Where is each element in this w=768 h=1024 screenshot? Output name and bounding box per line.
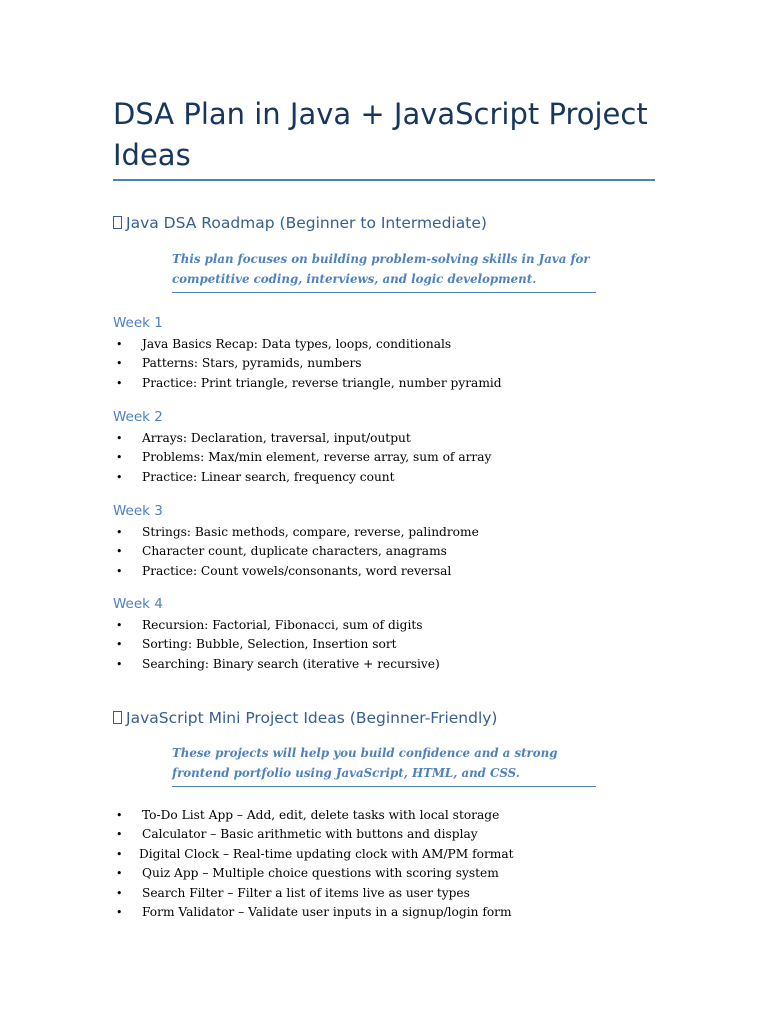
list-item-text: Recursion: Factorial, Fibonacci, sum of digits bbox=[142, 618, 423, 632]
week-4-heading: Week 4 bbox=[113, 596, 163, 612]
js-intro-divider bbox=[172, 786, 596, 787]
bullet-icon: • bbox=[116, 847, 123, 861]
week-2-heading: Week 2 bbox=[113, 409, 163, 425]
bullet-icon: • bbox=[116, 809, 123, 822]
title-divider bbox=[113, 179, 655, 181]
bullet-icon: • bbox=[116, 357, 123, 371]
java-intro-divider bbox=[172, 292, 596, 293]
js-projects-heading-text: JavaScript Mini Project Ideas (Beginner-Friendly) bbox=[126, 709, 498, 727]
bullet-icon: • bbox=[116, 526, 123, 539]
list-item-text: Patterns: Stars, pyramids, numbers bbox=[142, 356, 362, 371]
list-item-text: Strings: Basic methods, compare, reverse, palindrome bbox=[142, 525, 479, 539]
java-intro-quote: This plan focuses on building problem-solving skills in Java for competitive coding, interviews, and logic development. bbox=[172, 252, 590, 286]
list-item-text: Practice: Count vowels/consonants, word reversal bbox=[142, 563, 452, 578]
missing-glyph-icon bbox=[113, 216, 122, 229]
list-item-text: To-Do List App – Add, edit, delete tasks with local storage bbox=[142, 808, 500, 822]
list-item-text: Character count, duplicate characters, anagrams bbox=[142, 544, 447, 559]
list-item-text: Arrays: Declaration, traversal, input/output bbox=[142, 431, 411, 445]
bullet-icon: • bbox=[116, 545, 123, 559]
bullet-icon: • bbox=[116, 638, 123, 652]
bullet-icon: • bbox=[116, 376, 123, 390]
list-item-text: Sorting: Bubble, Selection, Insertion sort bbox=[142, 637, 397, 652]
list-item-text: Quiz App – Multiple choice questions with scoring system bbox=[142, 866, 499, 881]
list-item-text: Calculator – Basic arithmetic with buttons and display bbox=[142, 827, 478, 842]
bullet-icon: • bbox=[116, 886, 123, 900]
week-3-heading: Week 3 bbox=[113, 503, 163, 519]
java-roadmap-heading-text: Java DSA Roadmap (Beginner to Intermediate) bbox=[126, 214, 487, 232]
bullet-icon: • bbox=[116, 905, 123, 919]
bullet-icon: • bbox=[116, 432, 123, 445]
bullet-icon: • bbox=[116, 564, 123, 578]
list-item-text: Search Filter – Filter a list of items live as user types bbox=[142, 885, 470, 900]
list-item-text: Searching: Binary search (iterative + recursive) bbox=[142, 656, 440, 671]
list-item-text: Form Validator – Validate user inputs in a signup/login form bbox=[142, 904, 512, 919]
bullet-icon: • bbox=[116, 619, 123, 632]
bullet-icon: • bbox=[116, 828, 123, 842]
bullet-icon: • bbox=[116, 657, 123, 671]
bullet-icon: • bbox=[116, 470, 123, 484]
missing-glyph-icon bbox=[113, 711, 122, 724]
list-item-text: Problems: Max/min element, reverse array, sum of array bbox=[142, 450, 492, 465]
java-roadmap-heading bbox=[113, 213, 487, 233]
list-item-text: Java Basics Recap: Data types, loops, conditionals bbox=[142, 337, 452, 351]
list-item-text: Digital Clock – Real-time updating clock with AM/PM format bbox=[139, 846, 514, 861]
week-1-heading: Week 1 bbox=[113, 315, 163, 331]
bullet-icon: • bbox=[116, 451, 123, 465]
bullet-icon: • bbox=[116, 867, 123, 881]
js-projects-heading bbox=[113, 708, 497, 728]
bullet-icon: • bbox=[116, 338, 123, 351]
js-intro-quote: These projects will help you build confidence and a strong frontend portfolio using JavaScript, HTML, and CSS. bbox=[172, 746, 558, 780]
document-title: DSA Plan in Java + JavaScript Project Ideas bbox=[113, 97, 648, 172]
list-item-text: Practice: Linear search, frequency count bbox=[142, 469, 395, 484]
list-item-text: Practice: Print triangle, reverse triangle, number pyramid bbox=[142, 375, 502, 390]
